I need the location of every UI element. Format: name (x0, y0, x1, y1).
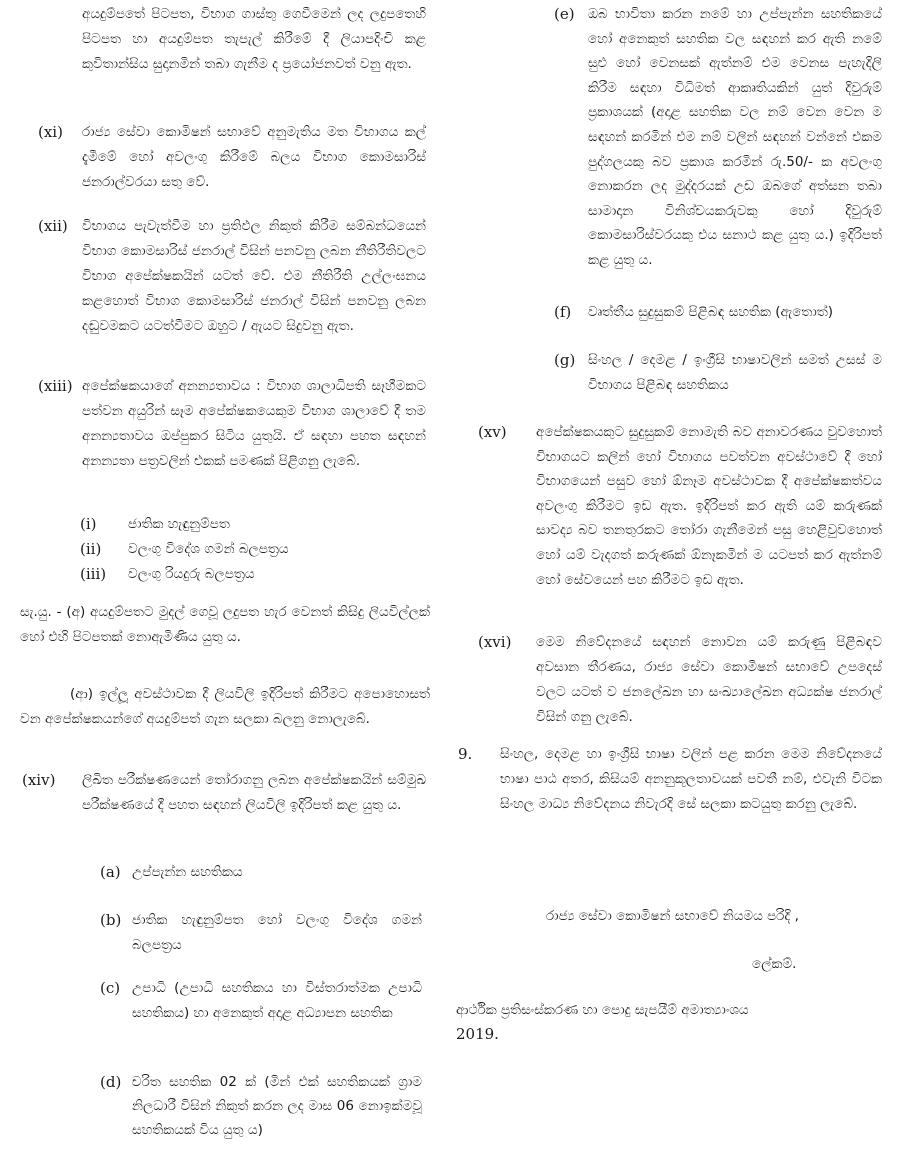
item-text: අපේක්ෂකයාගේ අනන්‍යතාවය : විභාග ශාලාධිපති සෑහීමකට පත්වන අයුරින් සෑම අපේක්ෂකයෙකුම විභාග ශාලාවේ දී තම අනන්‍යතාවය ඔප්පුකර සිටිය යුතුයි. ඒ සඳහා පහත සඳහන් අනන්‍යතා පත්‍රවලින් එකක් පමණක් පිළිගනු ලැබේ. (82, 378, 426, 469)
item-number: (c) (100, 979, 121, 997)
item-text: උප්පැන්න සහතිකය (132, 864, 243, 880)
year: 2019. (456, 1025, 499, 1043)
item-number: (xii) (38, 217, 68, 235)
list-item-text: වලංගු රියදුරු බලපත්‍රය (128, 566, 255, 582)
item-text: ලිඛිත පරීක්ෂණයෙන් තෝරාගනු ලබන අපේක්ෂකයින් සම්මුඛ පරීක්ෂණයේ දී පහත සඳහන් ලියවිලි ඉදිරිපත් කළ යුතු ය. (82, 772, 426, 813)
item-number: (g) (554, 351, 576, 369)
list-item (20, 537, 440, 562)
list-item-number: (ii) (80, 540, 102, 558)
item-number: (a) (100, 863, 121, 881)
intro-paragraph: අයදුම්පතේ පිටපත, විභාග ගාස්තු ගෙවීමෙන් ලද ලදුපතෙහි පිටපත හා අයදුම්පත තැපැල් කිරීමේ දී ලියාපදිංචි කළ කුවිතාන්සිය සුදානමින් තබා ගැනීම ද ප්‍රයෝජනවත් වනු ඇත. (82, 6, 426, 72)
list-item (20, 562, 440, 587)
item-number: (xiii) (38, 377, 73, 395)
note-a: සැ.යු. - (අ) අයදුම්පතට මුදල් ගෙවූ ලදුපත හැර වෙනත් කිසිදු ලියවිල්ලක් හෝ එහි පිටපතක් නොඇමිණිය යුතු ය. (20, 604, 430, 645)
id-document-list (20, 512, 440, 587)
item-text: ජාතික හැඳුනුම්පත හෝ වලංගු විදේශ ගමන් බලපත්‍රය (132, 912, 422, 953)
list-item-number: (iii) (80, 565, 107, 583)
item-text: චරිත සහතික 02 ක් (මින් එක් සහතිකයක් ග්‍රාම නිලධාරී විසින් නිකුත් කරන ලද මාස 06 නොඉක්මවූ සහතිකයක් විය යුතු ය) (132, 1074, 422, 1138)
list-item (20, 512, 440, 537)
item-number: (e) (554, 5, 575, 23)
item-text: සිංහල, දෙමළ හා ඉංග්‍රීසි භාෂා වලින් පළ කරන මෙම නිවේදනයේ භාෂා පාඨ අතර, කිසියම් අනනුකූලතාවයක් පවතී නම්, එවැනි විටක සිංහල මාධ්‍ය නිවේදනය නිවැරදි සේ සලකා කටයුතු කරනු ලැබේ. (500, 746, 882, 812)
item-text: ඔබ භාවිතා කරන නමේ හා උප්පැන්න සහතිකයේ හෝ අනෙකුත් සහතික වල සඳහන් කර ඇති නමේ සුළු හෝ වෙනසක් ඇත්නම් එම වෙනස පැහැදිලි කිරීම සඳහා විධිමත් ආකෘතියකින් යුත් දිවුරුම් ප්‍රකාශයක් (අදාළ සහතික වල නම් වෙන වෙන ම සඳහන් කරමින් එම නම් වලින් සඳහන් වන්නේ එකම පුද්ගලයකු බව ප්‍රකාශ කරමින් රු.50/- ක අවලංගු නොකරන ලද මුද්දරයක් උඩ ඔබගේ අත්සන තබා සාමාදාන විනිශ්චයකරුවකු හෝ දිවුරුම් කොමසාරිස්වරයකු එය සනාථ කළ යුතු ය.) ඉදිරිපත් කළ යුතු ය. (588, 6, 882, 268)
item-text: මෙම නිවේදනයේ සඳහන් නොවන යම් කරුණු පිළිබඳව අවසාන තීරණය, රාජ්‍ය සේවා කොමිෂන් සභාවේ උපදෙස් වලට යටත් ව ජනලේඛන හා සංඛ්‍යාලේඛන අධ්‍යක්ෂ ජනරාල් විසින් ගනු ලැබේ. (536, 634, 882, 725)
item-number: (xi) (38, 123, 63, 141)
item-text: වෘත්තීය සුදුසුකම් පිළිබඳ සහතික (ඇතොත්) (588, 304, 834, 320)
item-text: සිංහල / දෙමළ / ඉංග්‍රීසි භාෂාවලින් සමත් උසස් ම විභාගය පිළිබඳ සහතිකය (588, 352, 882, 393)
item-number: (f) (554, 303, 572, 321)
item-number: (xv) (478, 423, 507, 441)
list-item-text: වලංගු විදේශ ගමන් බලපත්‍රය (128, 541, 289, 557)
signoff-title: ලේකම්. (752, 956, 797, 972)
item-number: (d) (100, 1073, 122, 1091)
item-number: (b) (100, 911, 122, 929)
item-text: උපාධි (උපාධි සහතිකය හා විස්තරාත්මක උපාධි සහතිකය) හා අනෙකුත් අදාළ අධ්‍යාපන සහතික (132, 980, 422, 1021)
signoff-line: රාජ්‍ය සේවා කොමිෂන් සභාවේ නියමය පරිදි , (546, 908, 799, 924)
item-text: රාජ්‍ය සේවා කොමිෂන් සභාවේ අනුමැතිය මත විභාගය කල් දැමීමේ හෝ අවලංගු කිරීමේ බලය විභාග කොමසාරිස් ජනරාල්වරයා සතු වේ. (82, 124, 426, 190)
item-number: (xvi) (478, 633, 512, 651)
item-text: අපේක්ෂකයකුට සුදුසුකම් නොමැති බව අනාවරණය වුවහොත් විභාගයට කලින් හෝ විභාගය පවත්වන අවස්ථාවේ දී හෝ විභාගයෙන් පසුව හෝ ඕනෑම අවස්ථාවක දී අපේක්ෂකත්වය අවලංගු කිරීමට ඉඩ ඇත. ඉදිරිපත් කර ඇති යම් කරුණක් සාවද්‍ය බව තනතුරකට තෝරා ගැනීමෙන් පසු හෙළිවුවහොත් හෝ යම් වැදගත් කරුණක් ඕනෑකමින් ම යටපත් කර ඇත්නම් හෝ සේවයෙන් පහ කිරීමට ඉඩ ඇත. (536, 424, 882, 588)
list-item-number: (i) (80, 515, 97, 533)
item-number: (xiv) (22, 771, 56, 789)
item-text: විභාගය පැවැත්වීම හා ප්‍රතිඵල නිකුත් කිරීම සම්බන්ධයෙන් විභාග කොමසාරිස් ජනරාල් විසින් පනවනු ලබන නීතිරීතිවලට විභාග අපේක්ෂකයින් යටත් වේ. එම නීතිරීති උල්ලංඝනය කළහොත් විභාග කොමසාරිස් ජනරාල් විසින් පනවනු ලබන දඬුවමකට යටත්වීමට ඔහුට / ඇයට සිදුවනු ඇත. (82, 218, 426, 334)
ministry-name: ආර්ථික ප්‍රතිසංස්කරණ හා පොදු සැපයීම් අමාත්‍යාංශය (456, 1002, 749, 1018)
note-b: (ආ) ඉල්ලූ අවස්ථාවක දී ලියවිලි ඉදිරිපත් කිරීමට අපොහොසත් වන අපේක්ෂකයන්ගේ අයදුම්පත් ගැන සලකා බලනු නොලැබේ. (20, 686, 430, 727)
list-item-text: ජාතික හැඳුනුම්පත (128, 516, 230, 532)
item-number: 9. (458, 745, 473, 763)
